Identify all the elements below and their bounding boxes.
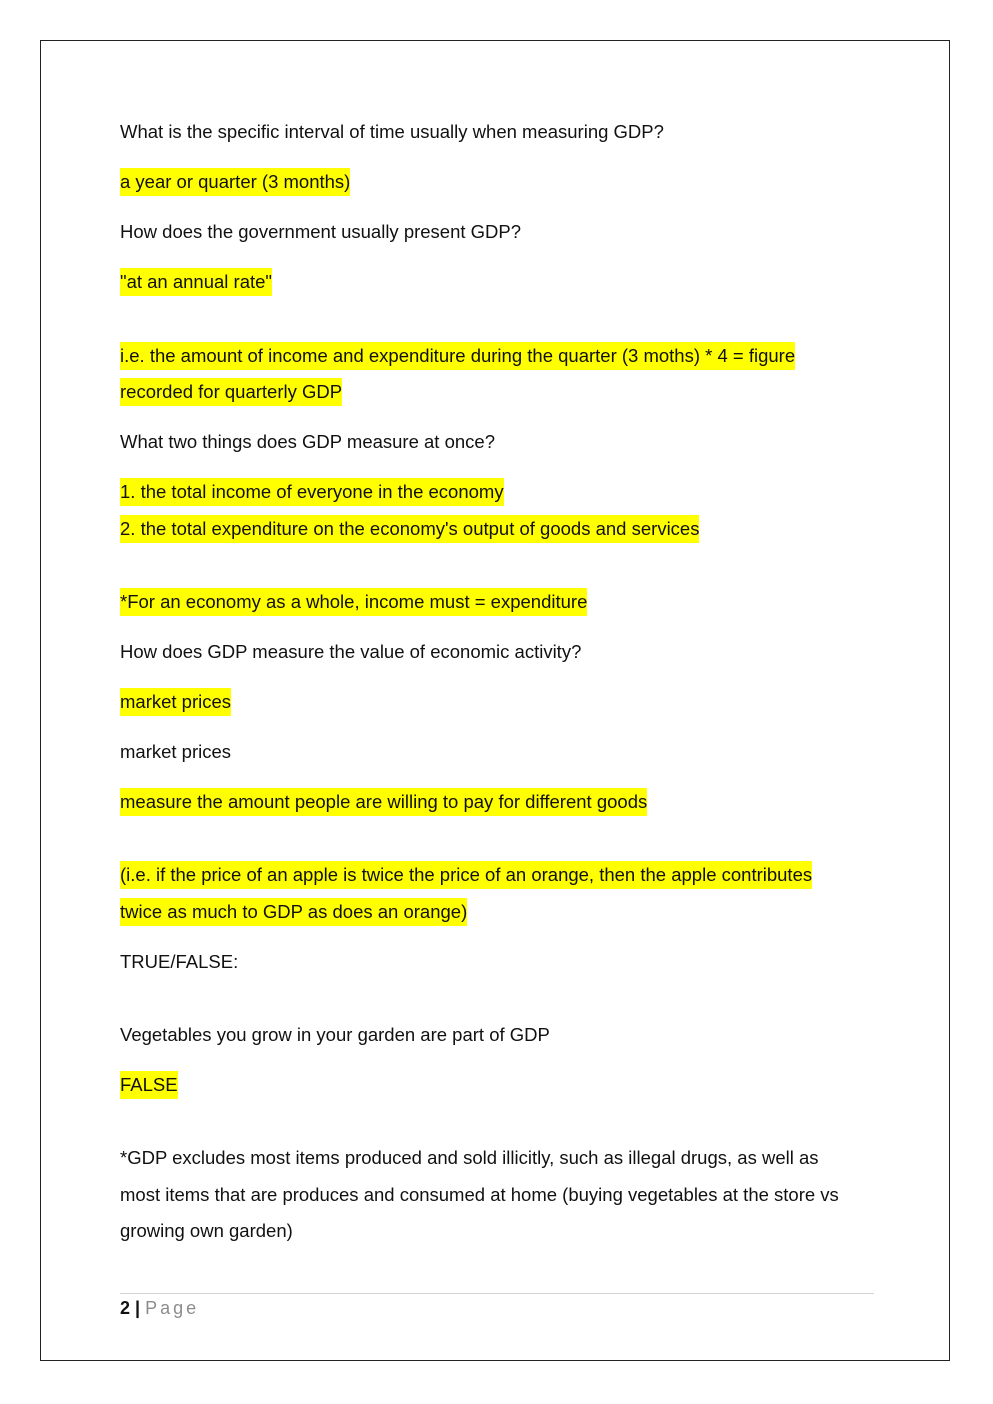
answer-market-prices: market prices bbox=[120, 690, 231, 714]
answer-total-expenditure: 2. the total expenditure on the economy's output of goods and services bbox=[120, 517, 699, 541]
footer-separator: | bbox=[135, 1298, 141, 1318]
example-apple-orange-cont: twice as much to GDP as does an orange) bbox=[120, 900, 467, 924]
example-apple-orange: (i.e. if the price of an apple is twice the price of an orange, then the apple contributes bbox=[120, 863, 812, 887]
answer-interval: a year or quarter (3 months) bbox=[120, 170, 350, 194]
answer-annual-rate: "at an annual rate" bbox=[120, 270, 272, 294]
question-presentation: How does the government usually present GDP? bbox=[120, 221, 522, 242]
page-number: 2 bbox=[120, 1298, 131, 1318]
answer-income-equals-expenditure: *For an economy as a whole, income must = expenditure bbox=[120, 590, 587, 614]
page-word: Page bbox=[145, 1298, 200, 1318]
question-interval: What is the specific interval of time usually when measuring GDP? bbox=[120, 121, 664, 142]
definition-market-prices: measure the amount people are willing to pay for different goods bbox=[120, 790, 647, 814]
answer-annual-rate-explanation: i.e. the amount of income and expenditure during the quarter (3 moths) * 4 = figure bbox=[120, 344, 795, 368]
note-exclusions-end: growing own garden) bbox=[120, 1220, 293, 1241]
note-exclusions: *GDP excludes most items produced and sold illicitly, such as illegal drugs, as well as bbox=[120, 1147, 819, 1168]
answer-annual-rate-explanation-cont: recorded for quarterly GDP bbox=[120, 380, 342, 404]
statement-vegetables: Vegetables you grow in your garden are part of GDP bbox=[120, 1024, 550, 1045]
question-value-measure: How does GDP measure the value of economic activity? bbox=[120, 641, 582, 662]
answer-false: FALSE bbox=[120, 1073, 178, 1097]
page-footer bbox=[120, 1296, 199, 1320]
question-two-things: What two things does GDP measure at once? bbox=[120, 431, 495, 452]
note-exclusions-cont: most items that are produces and consumed at home (buying vegetables at the store vs bbox=[120, 1184, 839, 1205]
answer-total-income: 1. the total income of everyone in the economy bbox=[120, 480, 504, 504]
footer-divider bbox=[120, 1293, 874, 1294]
term-market-prices: market prices bbox=[120, 741, 232, 762]
true-false-heading: TRUE/FALSE: bbox=[120, 951, 239, 972]
